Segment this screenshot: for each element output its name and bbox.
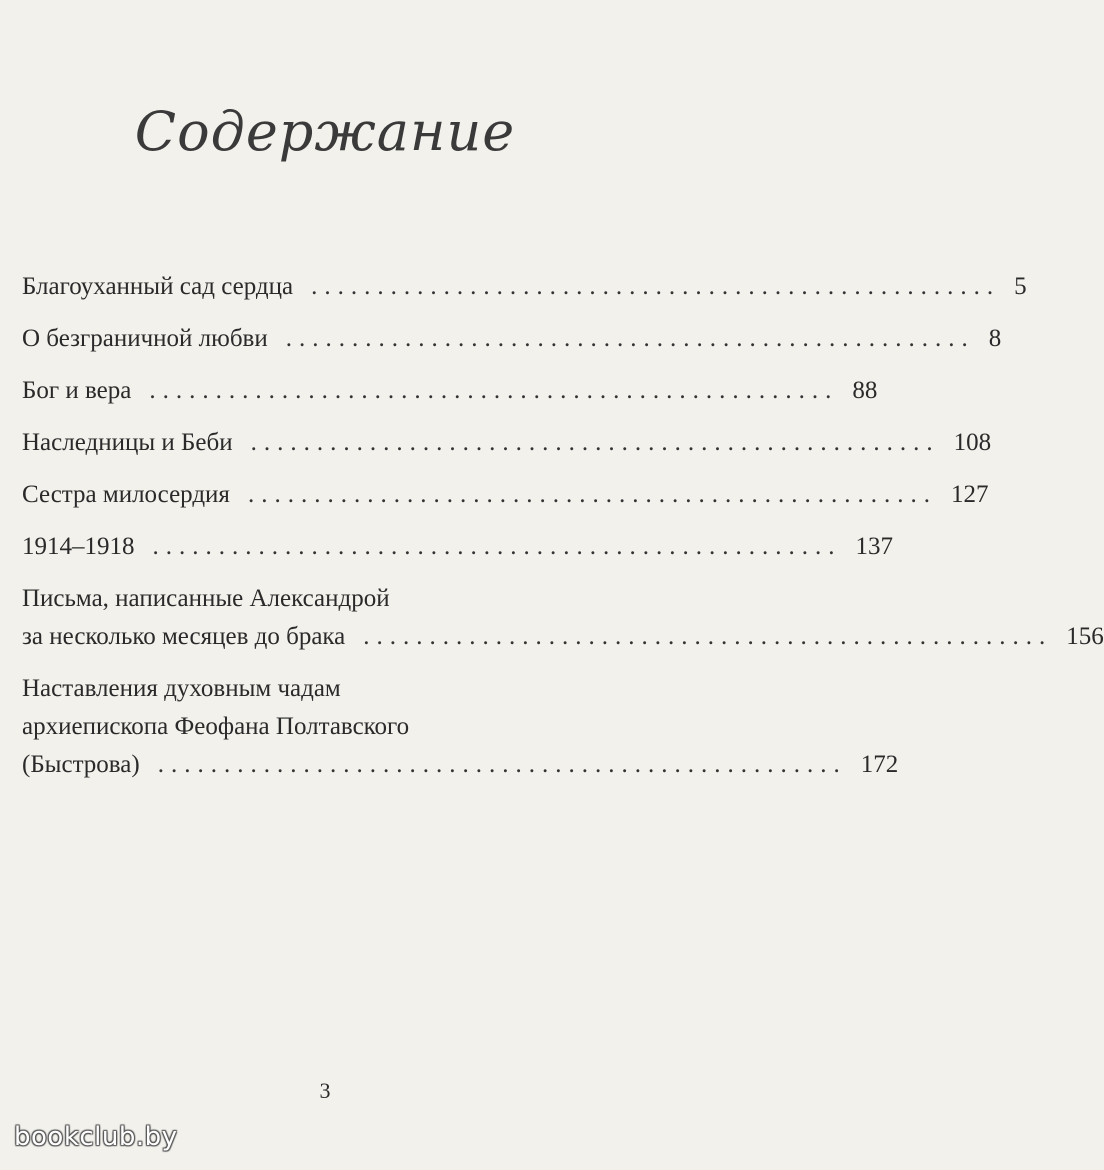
toc-entry[interactable] <box>22 372 878 410</box>
toc-entry[interactable] <box>22 580 1104 656</box>
page-number: 3 <box>319 1078 331 1103</box>
toc-entry-title-continued: за несколько месяцев до брака <box>22 623 346 650</box>
page-title: Содержание <box>134 100 516 163</box>
toc-leader-dots: .................................................... <box>157 751 847 778</box>
toc-leader-dots: .................................................... <box>285 325 975 352</box>
toc-entry-page: 108 <box>953 429 992 456</box>
toc-entry-page: 8 <box>988 325 1002 352</box>
toc-entry[interactable] <box>22 320 1002 358</box>
toc-entry-title: 1914–1918 <box>22 533 135 560</box>
toc-entry-title: О безграничной любви <box>22 325 268 352</box>
toc-entry-title: Бог и вера <box>22 377 132 404</box>
toc-entry[interactable] <box>22 424 992 462</box>
toc-entry-title: Наставления духовным чадам <box>22 675 341 702</box>
toc-entry-page: 156 <box>1066 623 1104 650</box>
toc-entry-page: 88 <box>852 377 878 404</box>
toc-leader-dots: .................................................... <box>152 533 842 560</box>
toc-leader-dots: .................................................... <box>247 481 937 508</box>
toc-entry-page: 127 <box>950 481 989 508</box>
toc-entry[interactable] <box>22 528 893 566</box>
toc-entry[interactable] <box>22 670 899 784</box>
toc-entry-page: 5 <box>1014 273 1027 300</box>
toc-entry-title: Благоуханный сад сердца <box>22 273 294 300</box>
toc-leader-dots: .................................................... <box>149 377 839 404</box>
toc-leader-dots: .................................................... <box>363 623 1053 650</box>
toc-entry-page: 172 <box>860 751 899 778</box>
table-of-contents <box>22 268 1104 798</box>
toc-leader-dots: .................................................... <box>311 273 1001 300</box>
toc-entry-title: Письма, написанные Александрой <box>22 585 390 612</box>
toc-leader-dots: .................................................... <box>250 429 940 456</box>
toc-entry-title-continued: (Быстрова) <box>22 751 140 778</box>
toc-entry[interactable] <box>22 268 1027 306</box>
toc-entry-title: Сестра милосердия <box>22 481 230 508</box>
toc-entry-title-continued: архиепископа Феофана Полтавского <box>22 713 410 740</box>
toc-entry-page: 137 <box>855 533 893 560</box>
toc-entry-title: Наследницы и Беби <box>22 429 233 456</box>
watermark-logo: bookclub.by <box>14 1122 178 1152</box>
toc-entry[interactable] <box>22 476 989 514</box>
